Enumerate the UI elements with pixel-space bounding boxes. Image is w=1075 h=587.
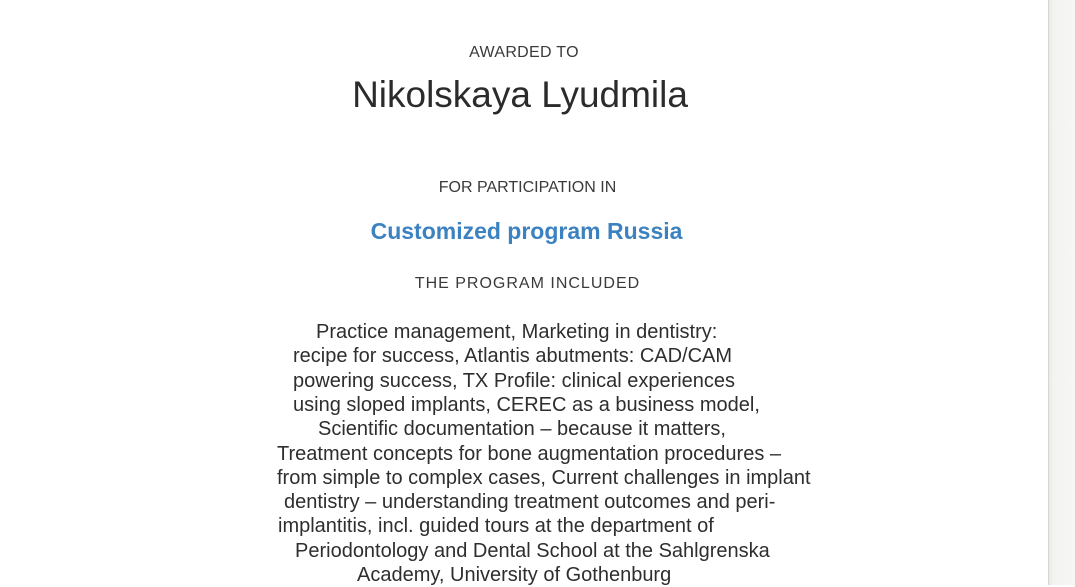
description-line: Treatment concepts for bone augmentation procedures – (277, 442, 782, 465)
program-included-label: THE PROGRAM INCLUDED (414, 275, 641, 292)
description-line: recipe for success, Atlantis abutments: CAD/CAM (293, 345, 733, 368)
description-line: dentistry – understanding treatment outcomes and peri- (284, 491, 776, 514)
awarded-to-label: AWARDED TO (469, 44, 579, 61)
recipient-name: Nikolskaya Lyudmila (352, 74, 688, 115)
scan-edge (1048, 0, 1075, 585)
description-line: from simple to complex cases, Current challenges in implant (277, 466, 811, 489)
program-name: Customized program Russia (370, 218, 683, 244)
description-line: Scientific documentation – because it matters, (318, 418, 726, 441)
participation-label: FOR PARTICIPATION IN (438, 179, 617, 196)
description-line: Academy, University of Gothenburg (357, 564, 672, 586)
description-line: implantitis, incl. guided tours at the department of (278, 515, 714, 538)
description-line: Periodontology and Dental School at the Sahlgrenska (295, 539, 770, 562)
description-line: using sloped implants, CEREC as a business model, (293, 393, 760, 416)
description-line: Practice management, Marketing in dentistry: (316, 321, 718, 343)
description-line: powering success, TX Profile: clinical experiences (293, 369, 736, 392)
